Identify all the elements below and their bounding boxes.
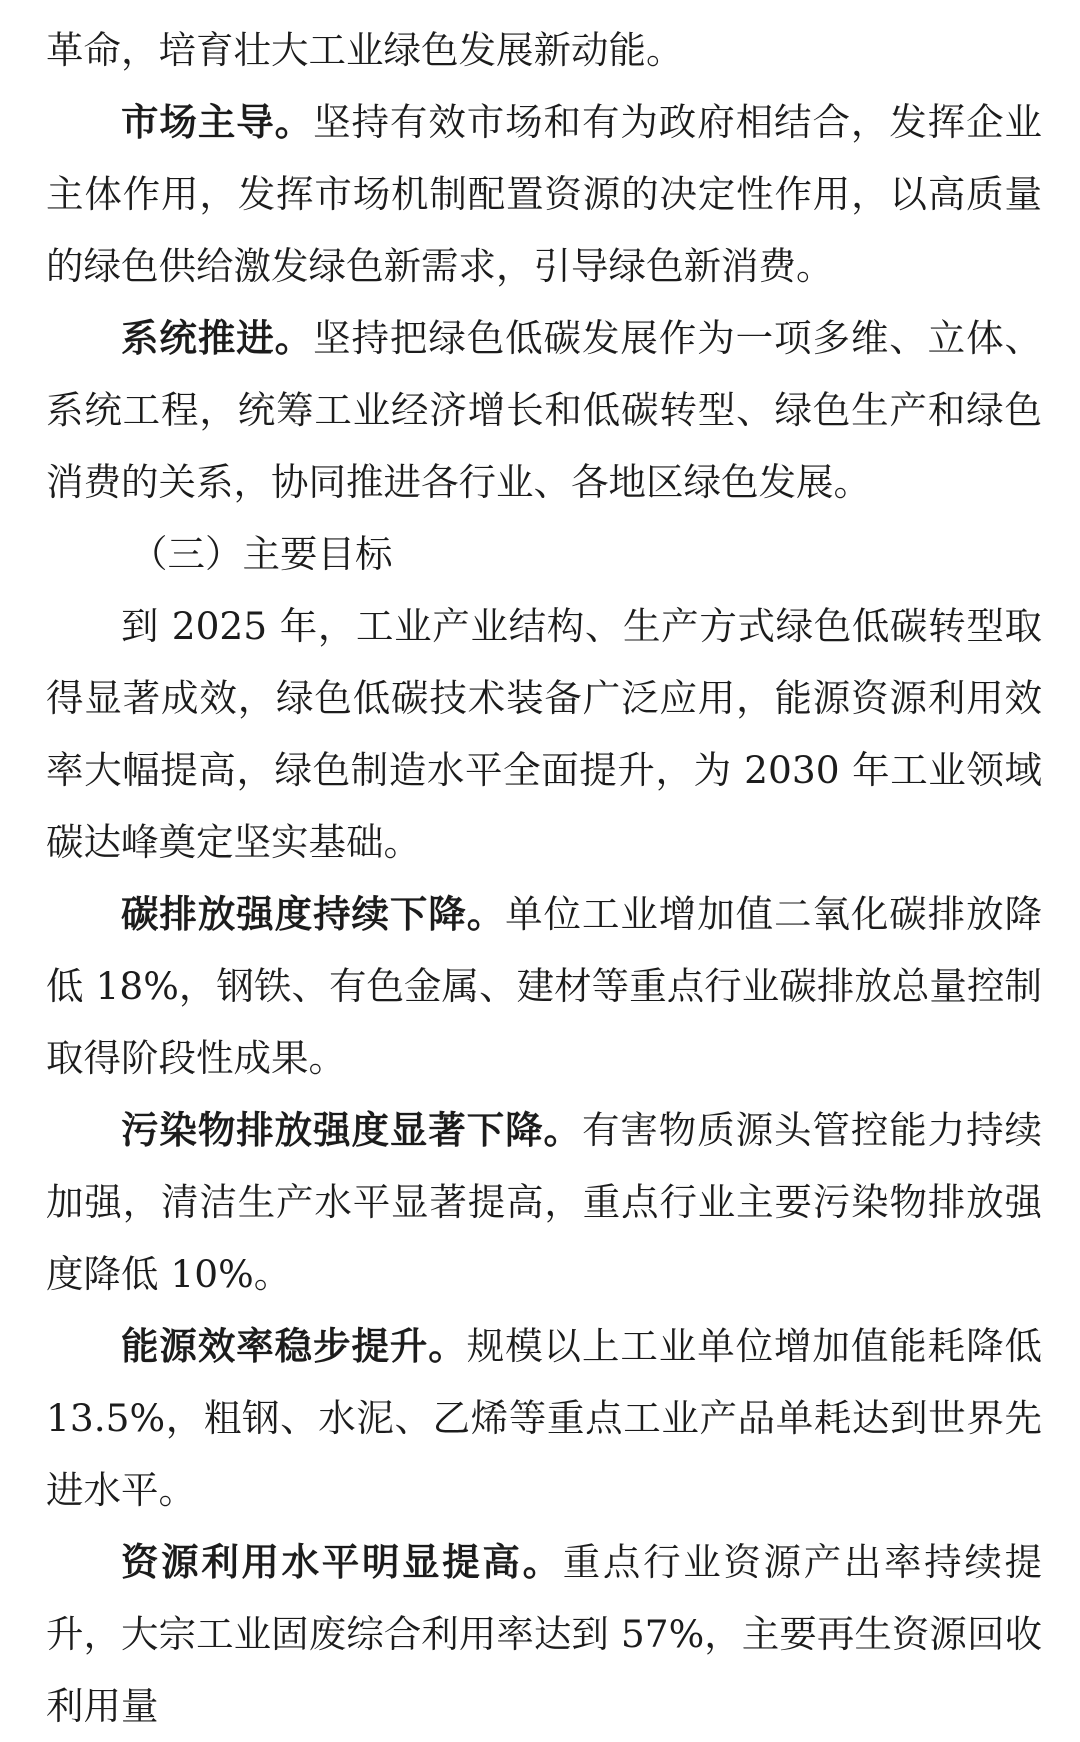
paragraph-lead: 能源效率稳步提升。	[121, 1324, 467, 1368]
paragraph-text: 革命，培育壮大工业绿色发展新动能。	[46, 28, 684, 72]
document-page	[46, 14, 1042, 1742]
paragraph-lead: 污染物排放强度显著下降。	[121, 1108, 582, 1152]
paragraph-text: 有害物质源头管控能力持续加强，清洁生产水平显著提高，重点行业主要污染物排放强度降低 10%。	[46, 1108, 1043, 1296]
paragraph-continuation	[46, 14, 1042, 86]
paragraph-resource-utilization	[46, 1526, 1042, 1742]
paragraph-text: 单位工业增加值二氧化碳排放降低 18%，钢铁、有色金属、建材等重点行业碳排放总量控制取得阶段性成果。	[46, 892, 1043, 1080]
paragraph-carbon-intensity	[46, 878, 1042, 1094]
paragraph-text: 坚持有效市场和有为政府相结合，发挥企业主体作用，发挥市场机制配置资源的决定性作用，以高质量的绿色供给激发绿色新需求，引导绿色新消费。	[46, 100, 1043, 288]
paragraph-text: 到 2025 年，工业产业结构、生产方式绿色低碳转型取得显著成效，绿色低碳技术装备广泛应用，能源资源利用效率大幅提高，绿色制造水平全面提升，为 2030 年工业领域碳达峰奠定坚实基础。	[46, 604, 1042, 864]
paragraph-systematic-advance	[46, 302, 1042, 518]
paragraph-lead: 资源利用水平明显提高。	[121, 1540, 563, 1584]
paragraph-energy-efficiency	[46, 1310, 1042, 1526]
paragraph-lead: 碳排放强度持续下降。	[121, 892, 506, 936]
paragraph-lead: 系统推进。	[121, 316, 314, 360]
paragraph-2025-goal	[46, 590, 1042, 878]
paragraph-text: 坚持把绿色低碳发展作为一项多维、立体、系统工程，统筹工业经济增长和低碳转型、绿色生产和绿色消费的关系，协同推进各行业、各地区绿色发展。	[46, 316, 1043, 504]
section-heading: （三）主要目标	[130, 532, 393, 576]
paragraph-text: 规模以上工业单位增加值能耗降低 13.5%，粗钢、水泥、乙烯等重点工业产品单耗达到世界先进水平。	[46, 1324, 1042, 1512]
paragraph-text: 重点行业资源产出率持续提升，大宗工业固废综合利用率达到 57%，主要再生资源回收利用量	[46, 1540, 1042, 1728]
paragraph-pollutant-intensity	[46, 1094, 1042, 1310]
paragraph-lead: 市场主导。	[121, 100, 314, 144]
paragraph-market-led	[46, 86, 1042, 302]
